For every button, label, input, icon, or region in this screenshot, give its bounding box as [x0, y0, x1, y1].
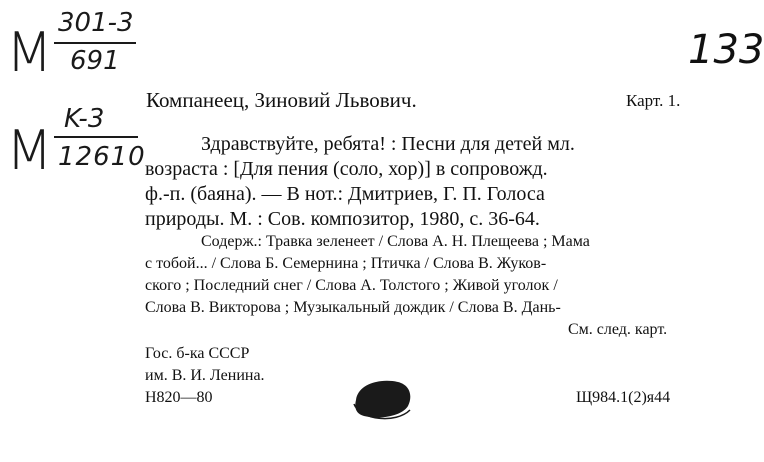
contents-line-4: Слова В. Викторова ; Музыкальный дождик / Слова В. Дань-	[145, 299, 561, 316]
card-punch-hole-icon	[350, 374, 416, 424]
library-line-2: им. В. И. Ленина.	[145, 367, 265, 384]
author-heading: Компанеец, Зиновий Львович.	[146, 88, 417, 112]
handwritten-number-2-top: K-3	[64, 104, 105, 134]
shelf-mark: Щ984.1(2)я44	[576, 389, 671, 406]
handwritten-fraction-line-2	[54, 136, 138, 138]
title-line-1: Здравствуйте, ребята! : Песни для детей мл.	[201, 133, 575, 155]
handwritten-letter-1: M	[6, 21, 51, 84]
card-label: Карт. 1.	[626, 91, 681, 110]
title-line-3: ф.-п. (баяна). — В нот.: Дмитриев, Г. П. Голоса	[145, 183, 545, 205]
card-number-handwritten: 133	[688, 27, 764, 73]
handwritten-fraction-line-1	[54, 42, 136, 44]
contents-line-2: с тобой... / Слова Б. Семернина ; Птичка / Слова В. Жуков-	[145, 255, 547, 272]
library-line-1: Гос. б-ка СССР	[145, 345, 250, 362]
title-line-4: природы. М. : Сов. композитор, 1980, с. 36-64.	[145, 208, 540, 230]
library-line-3: Н820—80	[145, 389, 213, 406]
handwritten-letter-2: M	[6, 119, 51, 182]
contents-line-1: Содерж.: Травка зеленеет / Слова А. Н. Плещеева ; Мама	[201, 233, 590, 250]
handwritten-number-1-top: 301-3	[58, 8, 134, 38]
contents-line-3: ского ; Последний снег / Слова А. Толстого ; Живой уголок /	[145, 277, 558, 294]
handwritten-number-1-bottom: 691	[70, 46, 120, 76]
continuation-note: См. след. карт.	[568, 321, 668, 338]
title-line-2: возраста : [Для пения (соло, хор)] в сопровожд.	[145, 158, 548, 180]
handwritten-number-2-bottom: 12610	[58, 142, 146, 172]
